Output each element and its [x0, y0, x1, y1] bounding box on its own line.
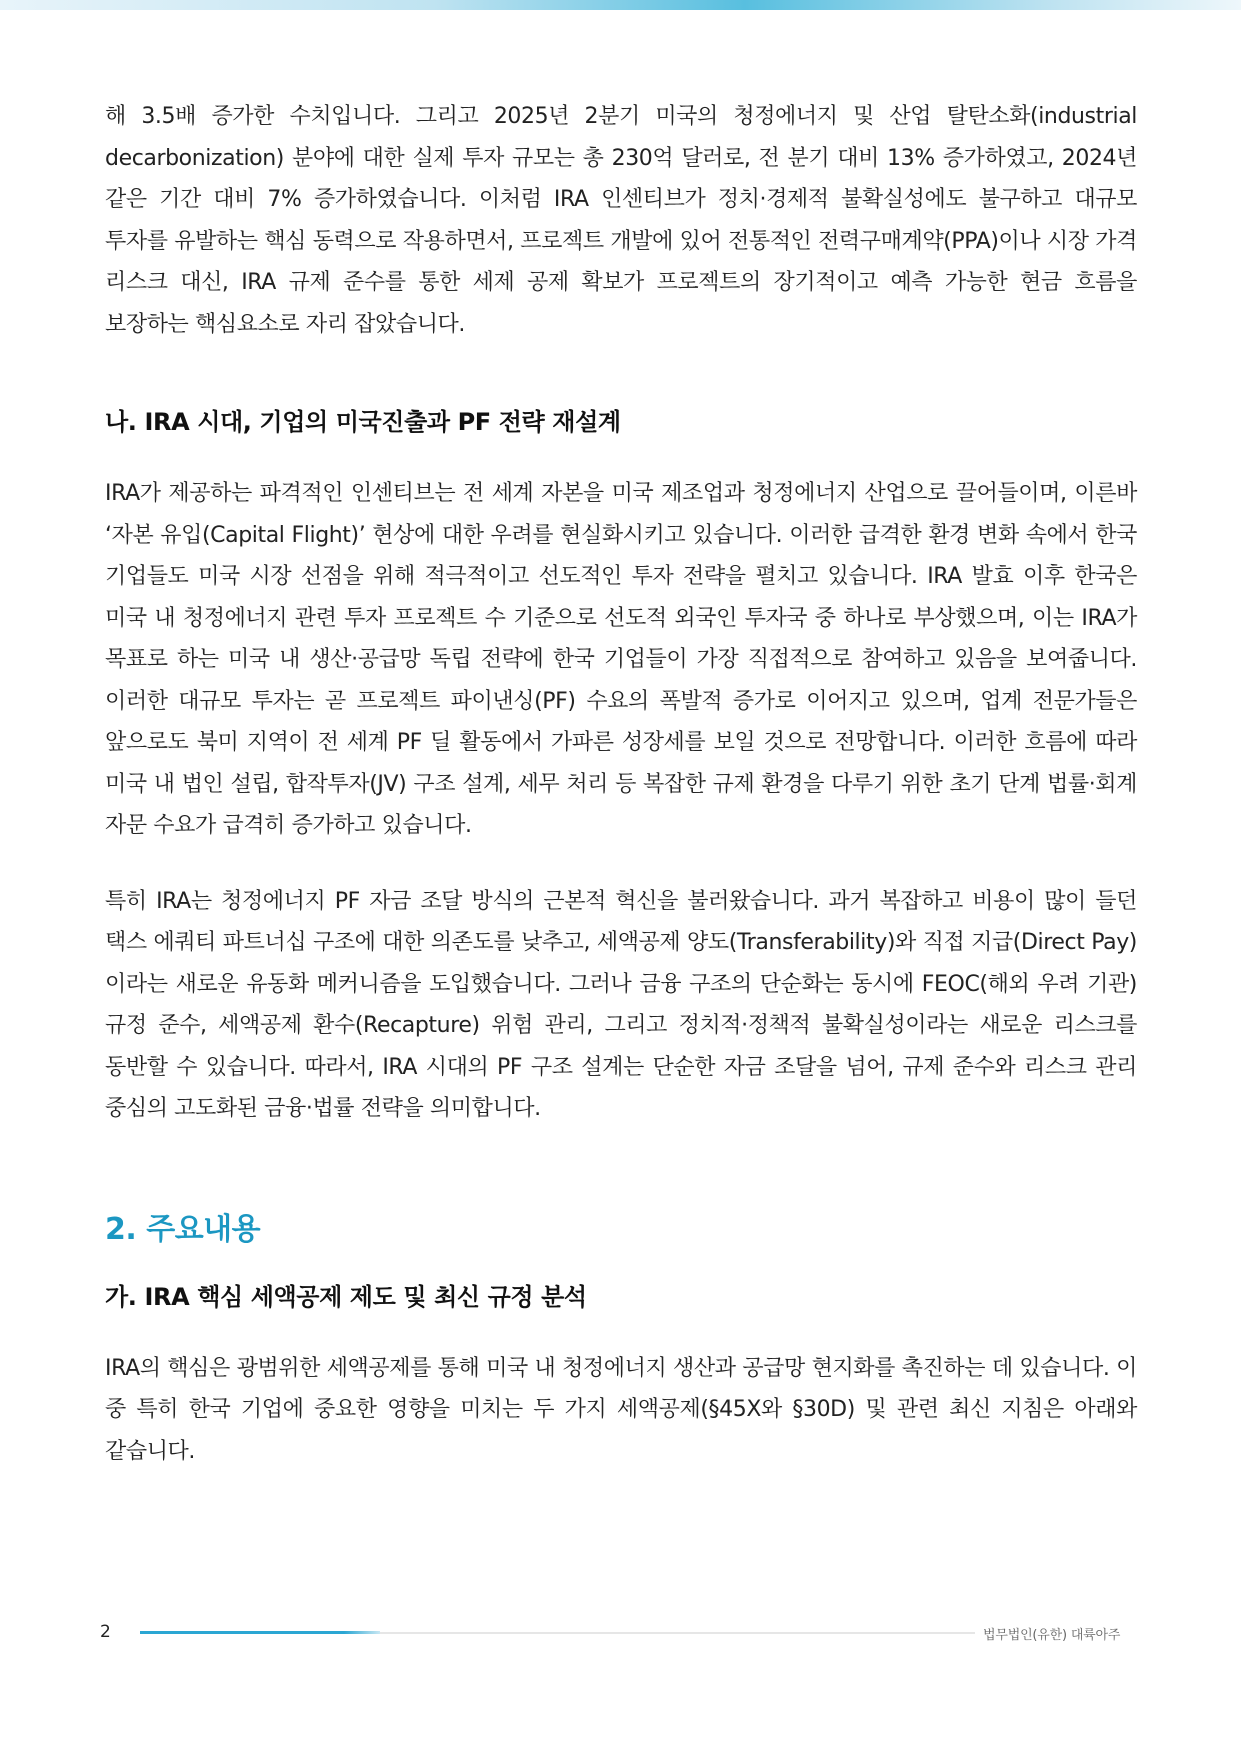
- top-gradient-bar: [0, 0, 1241, 10]
- section-ga-paragraph-1: IRA의 핵심은 광범위한 세액공제를 통해 미국 내 청정에너지 생산과 공급망 현지화를 촉진하는 데 있습니다. 이 중 특히 한국 기업에 중요한 영향을 미치는 두 가지 세액공제(§45X와 §30D) 및 관련 최신 지침은 아래와 같습니다.: [105, 1355, 1137, 1464]
- section-na-paragraph-2: 특히 IRA는 청정에너지 PF 자금 조달 방식의 근본적 혁신을 불러왔습니다. 과거 복잡하고 비용이 많이 들던 택스 에쿼티 파트너십 구조에 대한 의존도를 낮추고, 세액공제 양도(Transferability)와 직접 지급(Direct Pay) 이라는 새로운 유동화 메커니즘을 도입했습니다. 그러나 금융 구조의 단순화는 동시에 FEOC(해외 우려 기관) 규정 준수, 세액공제 환수(Recapture) 위험 관리, 그리고 정치적·정책적 불확실성이라는 새로운 리스크를 동반할 수 있습니다. 따라서, IRA 시대의 PF 구조 설계는 단순한 자금 조달을 넘어, 규제 준수와 리스크 관리 중심의 고도화된 금융·법률 전략을 의미합니다.: [105, 888, 1137, 1121]
- firm-name: 법무법인(유한) 대륙아주: [983, 1628, 1121, 1643]
- section-na-heading: 나. IRA 시대, 기업의 미국진출과 PF 전략 재설계: [105, 408, 621, 436]
- section-ga-heading: 가. IRA 핵심 세액공제 제도 및 최신 규정 분석: [105, 1282, 587, 1311]
- page-number: 2: [100, 1622, 111, 1642]
- footer-divider-accent: [140, 1631, 380, 1634]
- section-2-heading: 2. 주요내용: [105, 1211, 261, 1247]
- page-content: [105, 96, 1137, 1472]
- section-na-paragraph-1: IRA가 제공하는 파격적인 인센티브는 전 세계 자본을 미국 제조업과 청정에너지 산업으로 끌어들이며, 이른바 ‘자본 유입(Capital Flight)’ 현상에 대한 우려를 현실화시키고 있습니다. 이러한 급격한 환경 변화 속에서 한국 기업들도 미국 시장 선점을 위해 적극적이고 선도적인 투자 전략을 펼치고 있습니다. IRA 발효 이후 한국은 미국 내 청정에너지 관련 투자 프로젝트 수 기준으로 선도적 외국인 투자국 중 하나로 부상했으며, 이는 IRA가 목표로 하는 미국 내 생산·공급망 독립 전략에 한국 기업들이 가장 직접적으로 참여하고 있음을 보여줍니다. 이러한 대규모 투자는 곧 프로젝트 파이낸싱(PF) 수요의 폭발적 증가로 이어지고 있으며, 업계 전문가들은 앞으로도 북미 지역이 전 세계 PF 딜 활동에서 가파른 성장세를 보일 것으로 전망합니다. 이러한 흐름에 따라 미국 내 법인 설립, 합작투자(JV) 구조 설계, 세무 처리 등 복잡한 규제 환경을 다루기 위한 초기 단계 법률·회계 자문 수요가 급격히 증가하고 있습니다.: [105, 481, 1137, 838]
- intro-paragraph: 해 3.5배 증가한 수치입니다. 그리고 2025년 2분기 미국의 청정에너지 및 산업 탈탄소화(industrial decarbonization) 분야에 대한 실제 투자 규모는 총 230억 달러로, 전 분기 대비 13% 증가하였고, 2024년 같은 기간 대비 7% 증가하였습니다. 이처럼 IRA 인센티브가 정치·경제적 불확실성에도 불구하고 대규모 투자를 유발하는 핵심 동력으로 작용하면서, 프로젝트 개발에 있어 전통적인 전력구매계약(PPA)이나 시장 가격 리스크 대신, IRA 규제 준수를 통한 세제 공제 확보가 프로젝트의 장기적이고 예측 가능한 현금 흐름을 보장하는 핵심요소로 자리 잡았습니다.: [105, 104, 1137, 337]
- page-footer: [0, 1620, 1241, 1650]
